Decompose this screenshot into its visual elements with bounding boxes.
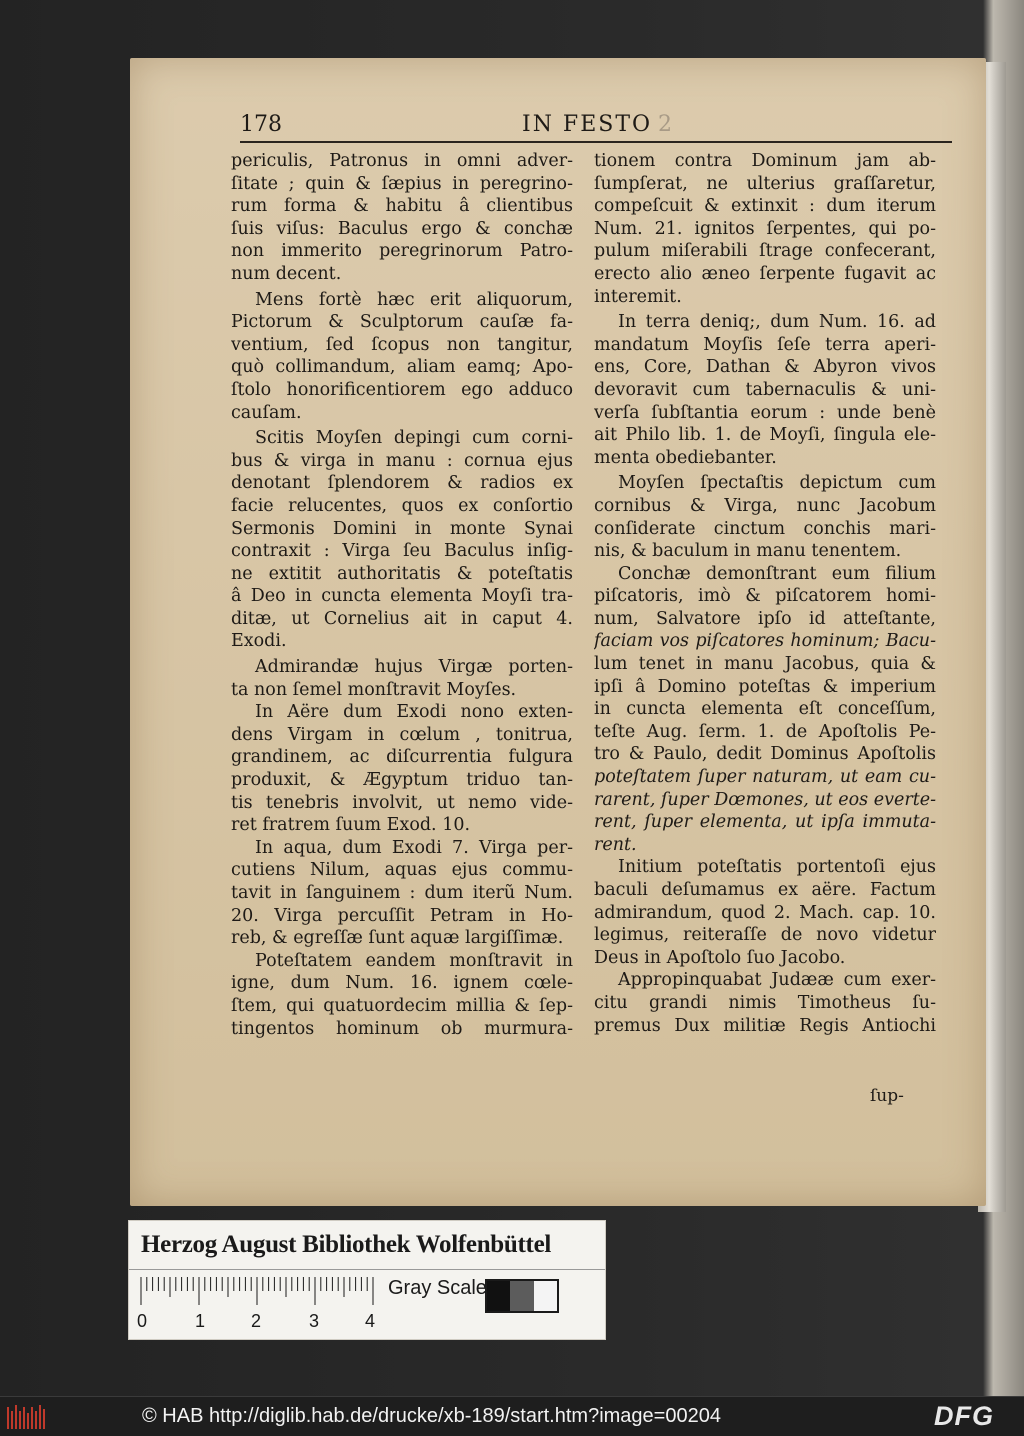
text-line: erecto alio æneo ſerpente fugavit ac	[594, 263, 936, 284]
dfg-logo: DFG	[934, 1401, 994, 1431]
scale-number: 3	[309, 1311, 320, 1331]
text-line: tis tenebris involvit, ut nemo vide-	[231, 792, 573, 813]
catchword: ſup-	[870, 1086, 904, 1106]
text-line: tavit in ſanguinem : dum iterũ Num.	[231, 883, 573, 903]
text-line: igne, dum Num. 16. ignem cœle-	[231, 973, 573, 994]
text-line: pulum miſerabili ſtrage confecerant,	[594, 241, 936, 262]
text-line: Initium poteſtatis portentoſi ejus	[618, 857, 936, 878]
text-line: cutiens Nilum, aquas ejus commu-	[231, 860, 573, 881]
copyright-link[interactable]: © HAB http://diglib.hab.de/drucke/xb-189/start.htm?image=00204	[142, 1405, 721, 1427]
text-line: verſa ſubſtantia eorum : unde benè	[594, 402, 936, 423]
text-line: In aqua, dum Exodi 7. Virga per-	[255, 837, 573, 858]
left-text-column	[231, 150, 573, 1040]
text-line: ſtolo honorificentiorem ego adduco	[231, 379, 573, 400]
text-line: ventium, ſed ſcopus non tangitur,	[231, 334, 573, 355]
faint-mark: 2	[658, 112, 672, 137]
text-line: ditæ, ut Cornelius ait in caput 4.	[231, 608, 573, 629]
text-line: Pictorum & Sculptorum cauſæ fa-	[231, 312, 573, 333]
scale-number: 2	[251, 1311, 262, 1331]
text-line: In terra deniq;, dum Num. 16. ad	[618, 312, 936, 333]
text-line: compeſcuit & extinxit : dum iterum	[594, 196, 936, 217]
text-line: ait Philo lib. 1. de Moyſi, ſingula ele-	[594, 425, 936, 446]
text-line: num decent.	[231, 263, 342, 284]
text-line: Deus in Apoſtolo ſuo Jacobo.	[594, 947, 846, 968]
text-line: grandinem, ac diſcurrentia fulgura	[231, 747, 573, 768]
text-line: ens, Core, Dathan & Abyron vivos	[594, 357, 936, 378]
gray-scale-swatches	[485, 1279, 559, 1313]
text-line: â Deo in cuncta elementa Moyſi tra-	[231, 586, 573, 607]
text-line: Poteſtatem eandem monſtravit in	[255, 950, 573, 971]
text-line: Scitis Moyſen depingi cum corni-	[255, 428, 573, 449]
text-line: citu grandi nimis Timotheus ſu-	[594, 992, 936, 1013]
text-line: produxit, & Ægyptum triduo tan-	[231, 770, 573, 791]
text-line: non immerito peregrinorum Patro-	[231, 241, 573, 262]
text-line: dens Virgam in cœlum , tonitrua,	[231, 724, 573, 745]
text-line: denotant ſplendorem & radios ex	[231, 473, 573, 494]
text-line: teſte Aug. ſerm. 1. de Apoſtolis Pe-	[594, 721, 936, 742]
text-line: tingentos hominum ob murmura-	[231, 1018, 573, 1039]
text-line: reb, & egreſſæ ſunt aquæ largiſſimæ.	[231, 928, 564, 949]
text-line: Admirandæ hujus Virgæ porten-	[255, 657, 573, 678]
gray-swatch	[534, 1281, 557, 1311]
text-line: Exodi.	[231, 631, 287, 652]
text-line: interemit.	[594, 286, 682, 307]
text-line: faciam vos piſcatores hominum; Bacu-	[594, 631, 936, 652]
running-title: IN FESTO	[522, 112, 653, 137]
text-line: 20. Virga percuſſit Petram in Ho-	[231, 905, 573, 926]
text-line: nis, & baculum in manu tenentem.	[594, 541, 902, 562]
text-line: rarent, ſuper Dœmones, ut eos everte-	[594, 789, 936, 810]
text-line: contraxit : Virga ſeu Baculus inſig-	[231, 541, 573, 562]
text-line: num, Salvatore ipſo id atteſtante,	[594, 608, 936, 629]
text-line: mandatum Moyſis ſeſe terra aperi-	[594, 334, 936, 355]
text-line: piſcatoris, imò & piſcatorem homi-	[594, 586, 936, 607]
text-line: rent.	[594, 834, 637, 855]
scale-number: 0	[137, 1311, 148, 1331]
text-line: conſiderate cinctum conchis mari-	[594, 518, 936, 539]
text-line: bus & virga in manu : cornua ejus	[231, 450, 573, 471]
text-line: ta non ſemel monſtravit Moyſes.	[231, 679, 517, 700]
text-line: In Aëre dum Exodi nono exten-	[255, 702, 573, 723]
gray-swatch	[510, 1281, 533, 1311]
library-name: Herzog August Bibliothek Wolfenbüttel	[141, 1231, 552, 1258]
text-line: ſumpſerat, ne ulterius graſſaretur,	[594, 173, 936, 194]
text-line: cauſam.	[231, 402, 302, 423]
text-line: ipſi â Domino poteſtas & imperium	[594, 676, 936, 697]
text-line: devoravit cum tabernaculis & uni-	[594, 379, 936, 400]
text-line: Num. 21. ignitos ſerpentes, qui po-	[594, 218, 936, 239]
card-divider	[129, 1269, 605, 1270]
gray-swatch	[487, 1281, 510, 1311]
hab-logo-icon	[6, 1403, 48, 1431]
text-line: ſtem, qui quatuordecim millia & ſep-	[231, 995, 573, 1016]
text-line: lum tenet in manu Jacobus, quia &	[594, 654, 936, 675]
ruler-ticks	[139, 1277, 375, 1307]
text-line: Appropinquabat Judææ cum exer-	[618, 970, 936, 991]
text-line: Conchæ demonſtrant eum filium	[618, 563, 936, 584]
text-line: facie relucentes, quos ex conſortio	[231, 495, 573, 516]
scale-number: 1	[195, 1311, 206, 1331]
page-number: 178	[240, 112, 282, 137]
header-rule	[240, 141, 952, 143]
text-line: cornibus & Virga, nunc Jacobum	[594, 495, 936, 516]
text-line: ſitate ; quin & ſæpius in peregrino-	[231, 173, 573, 194]
text-line: legimus, reiteraſſe de novo videtur	[594, 925, 936, 946]
text-line: Moyſen ſpectaſtis depictum cum	[618, 473, 936, 494]
colour-target-card	[128, 1220, 606, 1340]
text-line: premus Dux militiæ Regis Antiochi	[594, 1015, 936, 1036]
text-line: rum forma & habitu â clientibus	[231, 196, 573, 217]
text-line: poteſtatem ſuper naturam, ut eam cu-	[594, 767, 936, 788]
text-line: in cuncta elementa eſt conceſſum,	[594, 699, 936, 720]
text-line: ne extitit authoritatis & poteſtatis	[231, 563, 573, 584]
text-line: Mens fortè hæc erit aliquorum,	[255, 289, 573, 310]
text-line: admirandum, quod 2. Mach. cap. 10.	[594, 902, 936, 923]
ruler-scale	[139, 1277, 375, 1307]
text-line: quò collimandum, aliam eamq; Apo-	[231, 357, 573, 378]
text-line: rent, ſuper elementa, ut ipſa immuta-	[594, 812, 936, 833]
scale-number: 4	[365, 1311, 376, 1331]
viewer-footer	[0, 1396, 1024, 1436]
text-line: baculi deſumamus ex aëre. Factum	[594, 880, 936, 900]
text-line: tionem contra Dominum jam ab-	[594, 151, 936, 171]
right-text-column	[594, 150, 936, 1037]
text-line: menta obediebanter.	[594, 447, 777, 468]
text-line: Sermonis Domini in monte Synai	[231, 518, 573, 539]
page-header	[240, 112, 940, 142]
text-line: ret fratrem ſuum Exod. 10.	[231, 815, 471, 836]
text-line: ſuis viſus: Baculus ergo & conchæ	[231, 218, 573, 239]
text-line: periculis, Patronus in omni adver-	[231, 151, 573, 171]
text-line: tro & Paulo, dedit Dominus Apoſtolis	[594, 744, 936, 765]
gray-scale-label: Gray Scale	[388, 1277, 487, 1299]
